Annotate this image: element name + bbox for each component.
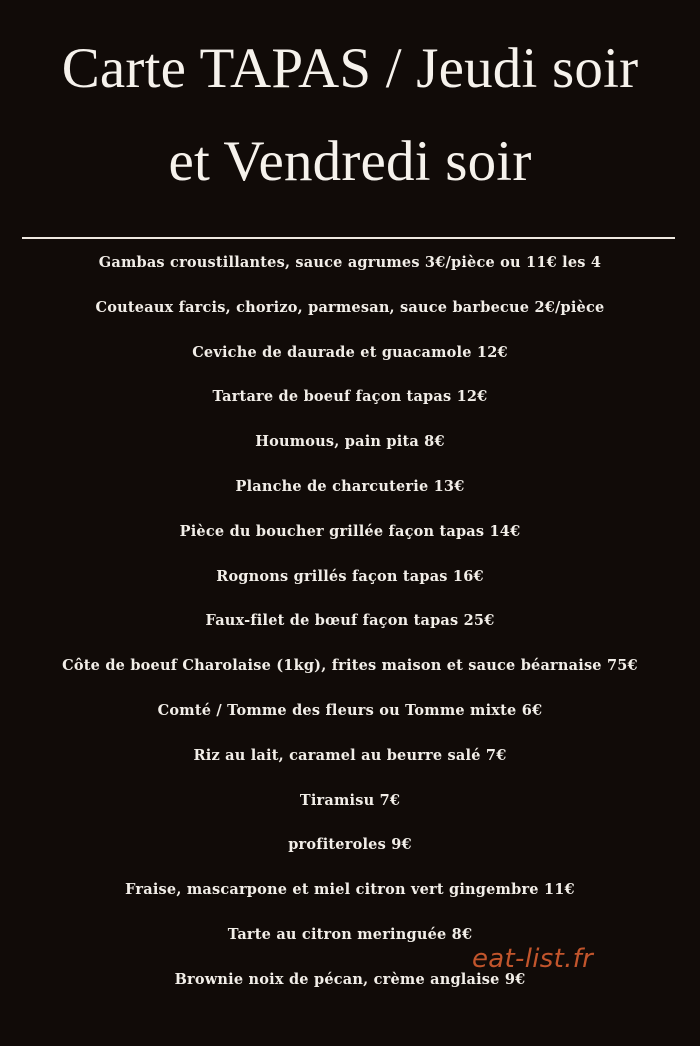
menu-item: Houmous, pain pita 8€: [255, 433, 445, 451]
tapas-menu-list: [0, 246, 700, 1008]
title-line-2: et Vendredi soir: [168, 130, 532, 193]
watermark-text: eat-list.fr: [472, 944, 594, 974]
menu-item: Couteaux farcis, chorizo, parmesan, sauce barbecue 2€/pièce: [95, 298, 605, 316]
title-divider: [22, 237, 675, 239]
menu-item: Ceviche de daurade et guacamole 12€: [192, 343, 508, 361]
menu-item: Gambas croustillantes, sauce agrumes 3€/pièce ou 11€ les 4: [98, 254, 602, 271]
menu-item: Riz au lait, caramel au beurre salé 7€: [193, 746, 507, 764]
menu-item: Pièce du boucher grillée façon tapas 14€: [179, 522, 521, 540]
menu-item: Tartare de boeuf façon tapas 12€: [212, 388, 488, 406]
menu-item: Tarte au citron meringuée 8€: [227, 925, 473, 943]
page-title: [0, 22, 700, 208]
menu-item: Tiramisu 7€: [299, 791, 401, 809]
menu-item: Comté / Tomme des fleurs ou Tomme mixte 6€: [157, 701, 543, 719]
menu-item: Planche de charcuterie 13€: [235, 477, 465, 495]
menu-item: Côte de boeuf Charolaise (1kg), frites maison et sauce béarnaise 75€: [62, 657, 638, 675]
menu-item: Brownie noix de pécan, crème anglaise 9€: [174, 970, 526, 988]
menu-item: Faux-filet de bœuf façon tapas 25€: [205, 612, 495, 630]
title-line-1: Carte TAPAS / Jeudi soir: [61, 37, 639, 100]
menu-item: Rognons grillés façon tapas 16€: [216, 567, 484, 585]
menu-item: profiteroles 9€: [288, 836, 412, 854]
menu-item: Fraise, mascarpone et miel citron vert gingembre 11€: [125, 881, 575, 899]
